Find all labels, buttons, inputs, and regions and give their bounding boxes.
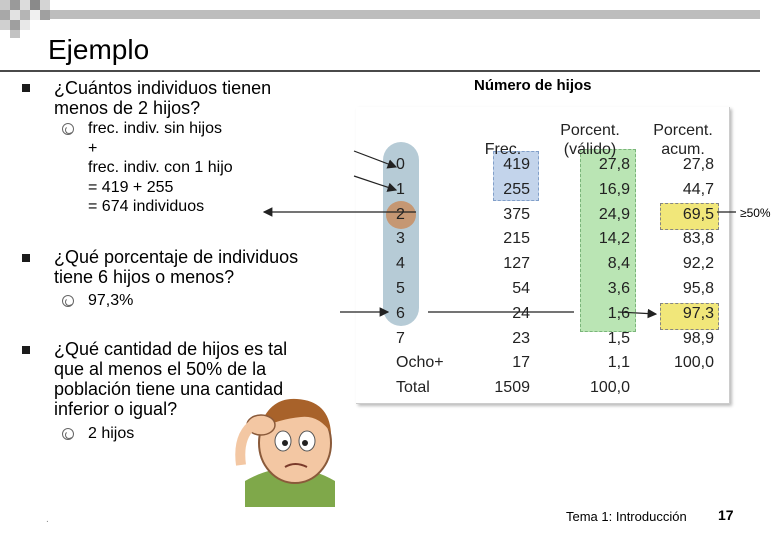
table-cell-porc: 3,6 bbox=[607, 280, 630, 297]
table-cell-label: 0 bbox=[396, 156, 405, 173]
table-cell-frec: 255 bbox=[503, 180, 530, 198]
answer-line: frec. indiv. con 1 hijo bbox=[88, 159, 233, 176]
table-cell-frec: 54 bbox=[512, 280, 530, 297]
question-line: tiene 6 hijos o menos? bbox=[54, 267, 235, 287]
arrow-question-to-row-1 bbox=[354, 176, 396, 190]
table-cell-label: 7 bbox=[396, 329, 405, 347]
table-cell-porc: 1,6 bbox=[607, 304, 630, 322]
footer-text: Tema 1: Introducción bbox=[566, 509, 687, 524]
table-cell-label: Ocho+ bbox=[396, 354, 444, 372]
table-cell-frec: 23 bbox=[512, 329, 530, 347]
question-line: ¿Qué porcentaje de individuos bbox=[54, 247, 299, 267]
header-frec: Frec. bbox=[484, 141, 522, 158]
answer-line: + bbox=[88, 139, 98, 157]
answer-2: 97,3% bbox=[88, 292, 134, 309]
table-cell-label: 6 bbox=[396, 304, 405, 322]
table-title: Número de hijos bbox=[474, 77, 592, 94]
table-cell-label: 2 bbox=[396, 205, 405, 223]
table-cell-frec: 24 bbox=[512, 304, 530, 322]
question-line: inferior o igual? bbox=[54, 399, 178, 419]
table-cell-acum: 100,0 bbox=[673, 354, 714, 372]
table-cell-frec: 375 bbox=[503, 205, 530, 223]
table-cell-label: 1 bbox=[396, 180, 405, 198]
table-cell-acum: 69,5 bbox=[682, 205, 714, 223]
table-cell-frec: 419 bbox=[503, 156, 530, 173]
question-line: ¿Qué cantidad de hijos es tal bbox=[54, 339, 288, 359]
slide-title: Ejemplo bbox=[48, 34, 150, 65]
table-cell-label: Total bbox=[396, 379, 430, 397]
arrow-to-acum-97 bbox=[618, 312, 656, 314]
answer-3: 2 hijos bbox=[88, 425, 135, 442]
table-cell-label: 5 bbox=[396, 280, 405, 297]
arrow-question-to-row-0 bbox=[354, 151, 396, 167]
table-cell-frec: 17 bbox=[512, 354, 530, 372]
table-cell-label: 4 bbox=[396, 255, 405, 273]
table-cell-acum: 27,8 bbox=[682, 156, 714, 173]
table-cell-acum: 44,7 bbox=[682, 180, 714, 198]
answer-line: frec. indiv. sin hijos bbox=[88, 120, 222, 137]
answer-line: = 674 individuos bbox=[88, 198, 205, 215]
question-line: menos de 2 hijos? bbox=[54, 98, 201, 118]
question-line: que al menos el 50% de la bbox=[54, 359, 267, 379]
table-cell-frec: 215 bbox=[503, 230, 530, 248]
table-cell-porc: 1,1 bbox=[607, 354, 630, 372]
thinking-character-illustration bbox=[235, 385, 345, 507]
footer-dot: . bbox=[46, 514, 49, 525]
question-line: ¿Cuántos individuos tienen bbox=[54, 78, 272, 98]
table-cell-porc: 1,5 bbox=[607, 329, 630, 347]
table-cell-acum: 92,2 bbox=[682, 255, 714, 273]
answer-line: = 419 + 255 bbox=[88, 178, 174, 196]
table-cell-porc: 16,9 bbox=[598, 180, 630, 198]
table-cell-frec: 1509 bbox=[494, 379, 530, 397]
table-cell-label: 3 bbox=[396, 230, 405, 248]
table-cell-porc: 24,9 bbox=[598, 205, 630, 223]
page-number: 17 bbox=[718, 507, 734, 523]
table-cell-porc: 27,8 bbox=[598, 156, 630, 173]
threshold-note: ≥50% bbox=[740, 206, 771, 220]
table-cell-acum: 98,9 bbox=[682, 329, 714, 347]
table-cell-porc: 100,0 bbox=[589, 379, 630, 397]
table-cell-acum: 95,8 bbox=[682, 280, 714, 297]
table-cell-acum: 97,3 bbox=[682, 304, 714, 322]
table-cell-frec: 127 bbox=[503, 255, 530, 273]
question-line: población tiene una cantidad bbox=[54, 379, 284, 399]
header-acum: Porcent. acum. bbox=[653, 122, 713, 158]
table-cell-porc: 14,2 bbox=[598, 230, 630, 248]
table-cell-acum: 83,8 bbox=[682, 230, 714, 248]
table-cell-porc: 8,4 bbox=[607, 255, 630, 273]
header-porc: Porcent. (válido) bbox=[560, 122, 620, 158]
